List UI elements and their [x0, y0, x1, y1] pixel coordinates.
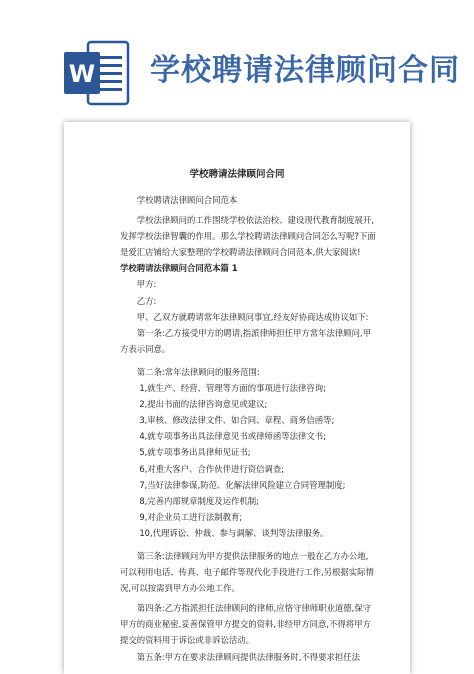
- service-item: 3,审核、修改法律文件、如合同、章程、商务信函等;: [139, 415, 335, 426]
- article-1: 第一条:乙方接受甲方的聘请,指派律师担任甲方常年法律顾问,甲方表示同意。: [120, 327, 372, 354]
- article-5: 第五条:甲方在要求法律顾问提供法律服务时,不得要求担任法: [136, 651, 361, 662]
- intro-paragraph: 学校法律顾问的工作围绕学校依法治校、建设现代教育制度展开,发挥学校法律智囊的作用。那么学校聘请法律顾问合同怎么写呢?下面是爱汇店铺给大家整理的学校聘请法律顾问合同范本,供大家阅读!: [120, 215, 376, 258]
- document-page: [64, 122, 410, 674]
- section-heading: 学校聘请法律顾问合同范本篇 1: [120, 263, 238, 274]
- service-item: 9,对企业员工进行法制教育;: [139, 511, 243, 522]
- article-3: 第三条:法律顾问为甲方提供法律服务的地点一般在乙方办公地,可以利用电话、传真、电子邮件等现代化手段进行工作,另根据实际情况,可以按需到甲方办公地工作。: [120, 550, 374, 594]
- document-title: 学校聘请法律顾问合同: [189, 169, 285, 180]
- banner: [0, 0, 474, 112]
- service-item: 6,对重大客户、合作伙伴进行资信调查;: [139, 463, 285, 474]
- doc-subtitle: 学校聘请法律顾问合同范本: [136, 195, 238, 205]
- service-item: 1,就生产、经营、管理等方面的事项进行法律咨询;: [139, 383, 326, 394]
- service-item: 10,代理诉讼、仲裁、参与调解、谈判等法律服务。: [139, 527, 329, 538]
- service-item: 7,当好法律参谋,防范、化解法律风险建立合同管理制度;: [139, 479, 346, 490]
- service-item: 4,就专项事务出具法律意见书或律师函等法律文书;: [139, 431, 326, 442]
- agreement-clause: 甲、乙双方就聘请常年法律顾问事宜,经友好协商达成协议如下:: [136, 311, 369, 322]
- article-2: 第二条:常年法律顾问的服务范围:: [136, 366, 260, 377]
- party-a: 甲方:: [136, 279, 157, 290]
- svg-text:W: W: [68, 60, 96, 88]
- party-b: 乙方:: [136, 295, 157, 306]
- service-item: 2,提出书面的法律咨询意见或建议;: [139, 399, 268, 410]
- service-item: 5,就专项事务出具律师见证书;: [139, 447, 251, 458]
- document-body: [120, 192, 376, 665]
- word-document-icon: [62, 38, 132, 108]
- service-item: 8,完善内部规章制度及运作机制;: [139, 495, 259, 506]
- article-4: 第四条:乙方指派担任法律顾问的律师,应恪守律师职业道德,保守甲方的商业秘密,妥善保管甲方提交的资料,非经甲方同意,不得将甲方提交的资料用于诉讼或非诉讼活动。: [120, 603, 372, 646]
- banner-title: 学校聘请法律顾问合同: [150, 53, 460, 88]
